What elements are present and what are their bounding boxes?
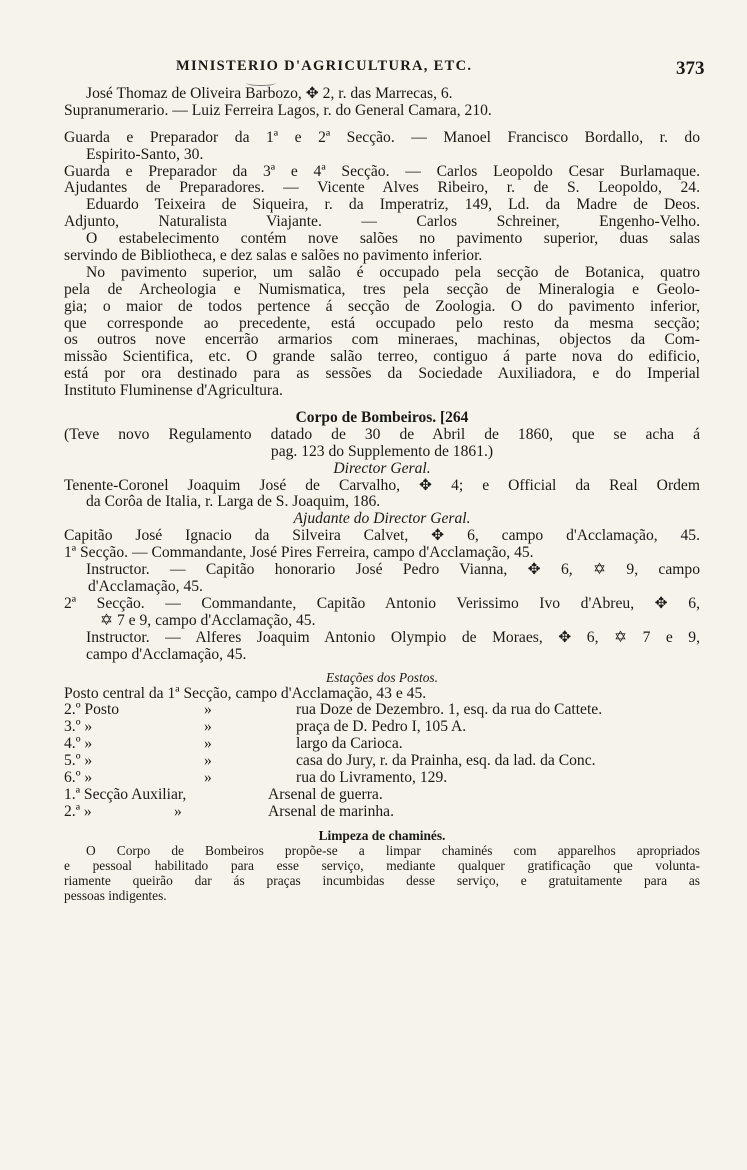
text-line: Eduardo Teixeira de Siqueira, r. da Imperatriz, 149, Ld. da Madre de Deos. — [86, 197, 700, 214]
section-title: Corpo de Bombeiros. [264 — [295, 410, 469, 427]
text-line: Instructor. — Capitão honorario José Pedro Vianna, ✥ 6, ✡ 9, campo — [86, 562, 700, 579]
text-line: ✡ 7 e 9, campo d'Acclamação, 45. — [100, 612, 316, 629]
posto-row — [64, 702, 700, 719]
page-number: 373 — [676, 58, 705, 79]
text-line: d'Acclamação, 45. — [88, 578, 203, 595]
ditto-mark: » — [204, 701, 212, 719]
subsection-heading: Ajudante do Director Geral. — [293, 511, 471, 528]
posto-number: 2.º Posto — [64, 701, 120, 719]
text-line: servindo de Bibliotheca, e dez salas e salões no pavimento inferior. — [64, 248, 483, 265]
page-body — [64, 86, 700, 904]
subsection-heading: Limpeza de chaminés. — [318, 827, 446, 843]
text-line: Supranumerario. — Luiz Ferreira Lagos, r. do General Camara, 210. — [64, 102, 492, 119]
auxiliar-place: Arsenal de marinha. — [268, 802, 394, 820]
posto-row — [64, 770, 700, 787]
text-line: está por ora destinado para as sessões da Sociedade Auxiliadora, e do Imperial — [64, 366, 700, 383]
text-line: Ajudantes de Preparadores. — Vicente Alves Ribeiro, r. de S. Leopoldo, 24. — [64, 180, 700, 197]
posto-place: casa do Jury, r. da Prainha, esq. da lad. da Conc. — [296, 752, 596, 770]
subsection-heading: Director Geral. — [333, 460, 431, 477]
text-line: Guarda e Preparador da 3ª e 4ª Secção. — Carlos Leopoldo Cesar Burlamaque. — [64, 163, 700, 180]
posto-row — [64, 753, 700, 770]
posto-place: praça de D. Pedro I, 105 A. — [296, 718, 467, 736]
ditto-mark: » — [204, 735, 212, 753]
ditto-mark: » — [204, 752, 212, 770]
text-line: missão Scientifica, etc. O grande salão terreo, contiguo á parte nova do edificio, — [64, 349, 700, 366]
text-line: Guarda e Preparador da 1ª e 2ª Secção. — Manoel Francisco Bordallo, r. do — [64, 129, 700, 146]
ditto-mark: » — [174, 802, 182, 820]
text-line: O estabelecimento contém nove salões no pavimento superior, duas salas — [86, 231, 700, 248]
text-line: Tenente-Coronel Joaquim José de Carvalho, ✥ 4; e Official da Real Ordem — [64, 477, 700, 494]
posto-number: 5.º » — [64, 752, 93, 770]
text-line: os outros nove encerrão armarios com mineraes, machinas, objectos da Com- — [64, 332, 700, 349]
text-line: 1ª Secção. — Commandante, José Pires Ferreira, campo d'Acclamação, 45. — [64, 545, 534, 562]
text-line: pag. 123 do Supplemento de 1861.) — [270, 443, 494, 460]
subsection-heading: Estações dos Postos. — [326, 670, 438, 686]
text-line: (Teve novo Regulamento datado de 30 de Abril de 1860, que se acha á — [64, 426, 700, 443]
text-line: 2ª Secção. — Commandante, Capitão Antonio Verissimo Ivo d'Abreu, ✥ 6, — [64, 595, 700, 612]
posto-place: rua do Livramento, 129. — [296, 769, 448, 787]
text-line: O Corpo de Bombeiros propõe-se a limpar chaminés com apparelhos apropriados — [86, 842, 700, 858]
text-line: Instructor. — Alferes Joaquim Antonio Olympio de Moraes, ✥ 6, ✡ 7 e 9, — [86, 629, 700, 646]
text-line: Espirito-Santo, 30. — [86, 146, 204, 163]
posto-number: 4.º » — [64, 735, 93, 753]
text-line: pessoas indigentes. — [64, 888, 167, 904]
posto-row — [64, 736, 700, 753]
auxiliar-place: Arsenal de guerra. — [268, 785, 383, 803]
posto-number: 6.º » — [64, 769, 93, 787]
text-line: riamente queirão dar ás praças incumbidas desse serviço, e gratuitamente para as — [64, 873, 700, 889]
text-line: gia; o maior de todos pertence á secção de Zoologia. O do pavimento inferior, — [64, 298, 700, 315]
posto-place: largo da Carioca. — [296, 735, 403, 753]
text-line: Posto central da 1ª Secção, campo d'Acclamação, 43 e 45. — [64, 685, 427, 702]
auxiliar-row — [64, 804, 700, 821]
text-line: Capitão José Ignacio da Silveira Calvet, ✥ 6, campo d'Acclamação, 45. — [64, 528, 700, 545]
text-line: José Thomaz de Oliveira Barbozo, ✥ 2, r. das Marrecas, 6. — [86, 86, 453, 102]
posto-row — [64, 719, 700, 736]
text-line: Instituto Fluminense d'Agricultura. — [64, 383, 283, 400]
text-line: No pavimento superior, um salão é occupado pela secção de Botanica, quatro — [86, 264, 700, 281]
text-line: campo d'Acclamação, 45. — [86, 646, 247, 663]
ditto-mark: » — [204, 718, 212, 736]
auxiliar-number: 2.ª » — [64, 802, 92, 820]
text-line: Adjunto, Naturalista Viajante. — Carlos Schreiner, Engenho-Velho. — [64, 214, 700, 231]
running-head: MINISTERIO D'AGRICULTURA, ETC. — [176, 58, 473, 74]
auxiliar-row — [64, 787, 700, 804]
posto-number: 3.º » — [64, 718, 93, 736]
text-line: pela de Archeologia e Numismatica, tres pela secção de Mineralogia e Geolo- — [64, 281, 700, 298]
auxiliar-number: 1.ª Secção Auxiliar, — [64, 785, 187, 803]
text-line: da Corôa de Italia, r. Larga de S. Joaquim, 186. — [86, 494, 381, 511]
page-header — [0, 58, 747, 84]
text-line: que corresponde ao precedente, está occupado pelo resto da mesma secção; — [64, 315, 700, 332]
posto-place: rua Doze de Dezembro. 1, esq. da rua do Cattete. — [296, 701, 603, 719]
text-line: e pessoal habilitado para esse serviço, mediante qualquer gratificação que volunta- — [64, 858, 700, 874]
ditto-mark: » — [204, 769, 212, 787]
